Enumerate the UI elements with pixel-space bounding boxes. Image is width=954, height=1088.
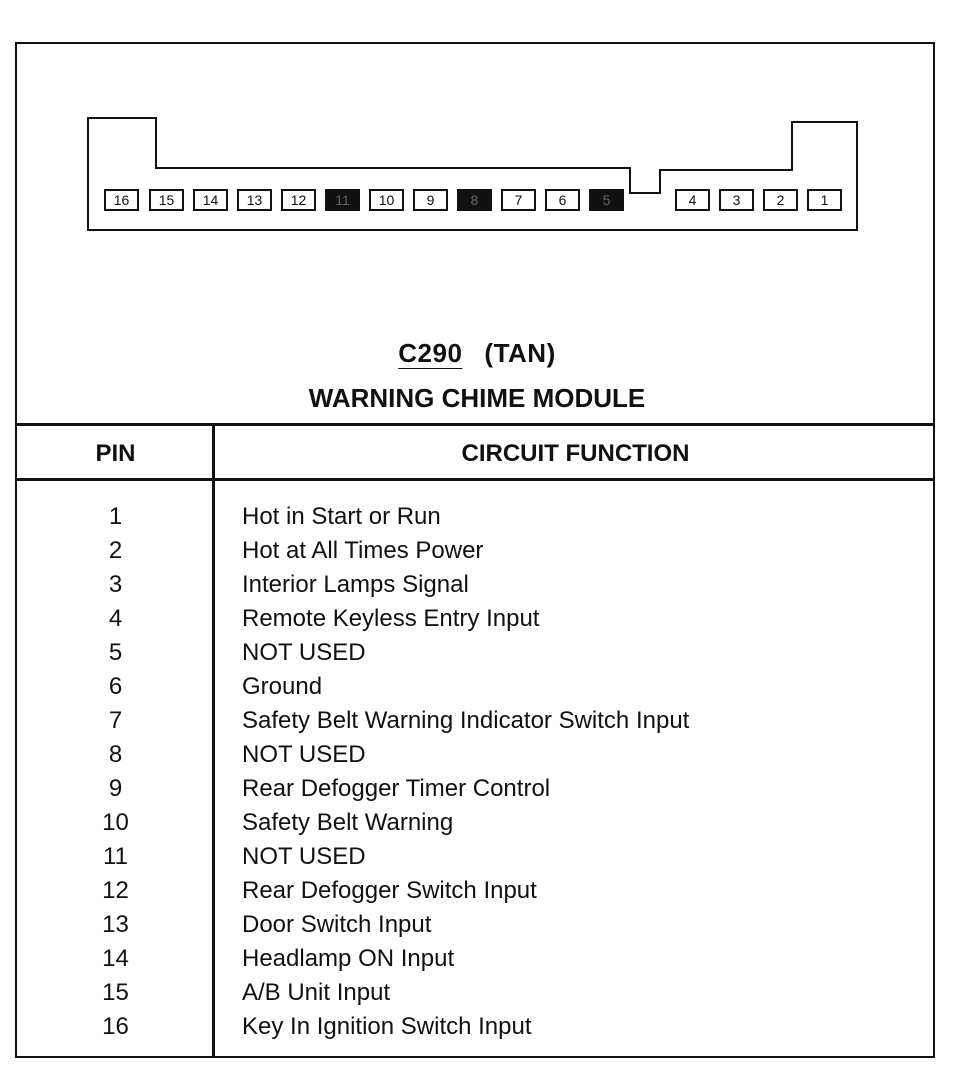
- cavity-pin: [590, 190, 623, 210]
- table-row: [0, 772, 954, 806]
- pin-number: 14: [102, 945, 129, 972]
- cavity-pin: [282, 190, 315, 210]
- cavity-pin: [150, 190, 183, 210]
- table-row: [0, 534, 954, 568]
- module-name: WARNING CHIME MODULE: [308, 383, 646, 413]
- table-row: [0, 840, 954, 874]
- circuit-function: Hot at All Times Power: [242, 537, 484, 564]
- circuit-function: Headlamp ON Input: [242, 945, 455, 972]
- cavity-pin: [414, 190, 447, 210]
- cavity-label: 2: [776, 192, 785, 208]
- cavity-label: 6: [558, 192, 567, 208]
- circuit-function: Rear Defogger Timer Control: [242, 775, 551, 802]
- cavity-label: 9: [426, 192, 435, 208]
- cavity-label: 10: [378, 192, 395, 208]
- circuit-function: Door Switch Input: [242, 911, 432, 938]
- circuit-function: Ground: [242, 673, 323, 700]
- table-row: [0, 976, 954, 1010]
- cavity-label: 4: [688, 192, 697, 208]
- pin-number: 11: [103, 843, 128, 870]
- cavity-label: 14: [202, 192, 219, 208]
- table-row: [0, 602, 954, 636]
- cavity-label: 13: [246, 192, 263, 208]
- table-row: [0, 908, 954, 942]
- circuit-function: Interior Lamps Signal: [242, 571, 469, 598]
- pin-number: 15: [102, 979, 129, 1006]
- cavity-label: 7: [514, 192, 523, 208]
- table-row: [0, 1010, 954, 1044]
- pin-number: 9: [108, 775, 123, 802]
- circuit-function: NOT USED: [242, 843, 366, 870]
- header-bottom-rule: [15, 478, 935, 481]
- pin-number: 5: [108, 639, 123, 666]
- circuit-function: NOT USED: [242, 639, 366, 666]
- table-row: [0, 704, 954, 738]
- connector-title: [0, 338, 954, 369]
- table-row: [0, 942, 954, 976]
- circuit-function: NOT USED: [242, 741, 366, 768]
- circuit-function: Safety Belt Warning Indicator Switch Input: [242, 707, 690, 734]
- cavity-label: 15: [158, 192, 175, 208]
- cavity-label: 3: [732, 192, 741, 208]
- table-row: [0, 670, 954, 704]
- header-top-rule: [15, 423, 935, 426]
- cavity-pin: [458, 190, 491, 210]
- pin-number: 6: [108, 673, 123, 700]
- table-row: [0, 874, 954, 908]
- pin-number: 13: [102, 911, 129, 938]
- cavity-pin: [764, 190, 797, 210]
- pin-number: 2: [108, 537, 123, 564]
- pin-number: 7: [108, 707, 123, 734]
- table-row: [0, 568, 954, 602]
- cavity-pin: [194, 190, 227, 210]
- cavity-group: [105, 190, 841, 210]
- connector-color: (TAN): [484, 338, 556, 368]
- pin-number: 12: [102, 877, 129, 904]
- pin-number: 16: [102, 1013, 129, 1040]
- circuit-function: Key In Ignition Switch Input: [242, 1013, 532, 1040]
- connector-outline: [88, 118, 857, 230]
- pin-number: 4: [108, 605, 123, 632]
- cavity-pin: [326, 190, 359, 210]
- cavity-pin: [808, 190, 841, 210]
- pin-number: 1: [108, 503, 123, 530]
- circuit-function: A/B Unit Input: [242, 979, 391, 1006]
- cavity-label: 11: [335, 192, 350, 208]
- cavity-pin: [546, 190, 579, 210]
- cavity-pin: [238, 190, 271, 210]
- cavity-label: 16: [113, 192, 130, 208]
- cavity-label: 12: [290, 192, 307, 208]
- table-row: [0, 806, 954, 840]
- pin-number: 3: [108, 571, 123, 598]
- pin-number: 8: [108, 741, 123, 768]
- table-row: [0, 636, 954, 670]
- pin-column-header: PIN: [95, 440, 136, 467]
- cavity-label: 5: [602, 192, 611, 208]
- table-row: [0, 738, 954, 772]
- connector-id: C290: [398, 338, 463, 368]
- cavity-pin: [720, 190, 753, 210]
- cavity-pin: [105, 190, 138, 210]
- cavity-pin: [676, 190, 709, 210]
- circuit-function: Remote Keyless Entry Input: [242, 605, 540, 632]
- function-column-header: CIRCUIT FUNCTION: [461, 440, 690, 467]
- cavity-label: 1: [820, 192, 829, 208]
- pin-number: 10: [102, 809, 129, 836]
- cavity-pin: [502, 190, 535, 210]
- table-row: [0, 500, 954, 534]
- circuit-function: Safety Belt Warning: [242, 809, 454, 836]
- cavity-label: 8: [470, 192, 479, 208]
- circuit-function: Hot in Start or Run: [242, 503, 441, 530]
- cavity-pin: [370, 190, 403, 210]
- connector-face-diagram: [0, 0, 954, 330]
- circuit-function: Rear Defogger Switch Input: [242, 877, 537, 904]
